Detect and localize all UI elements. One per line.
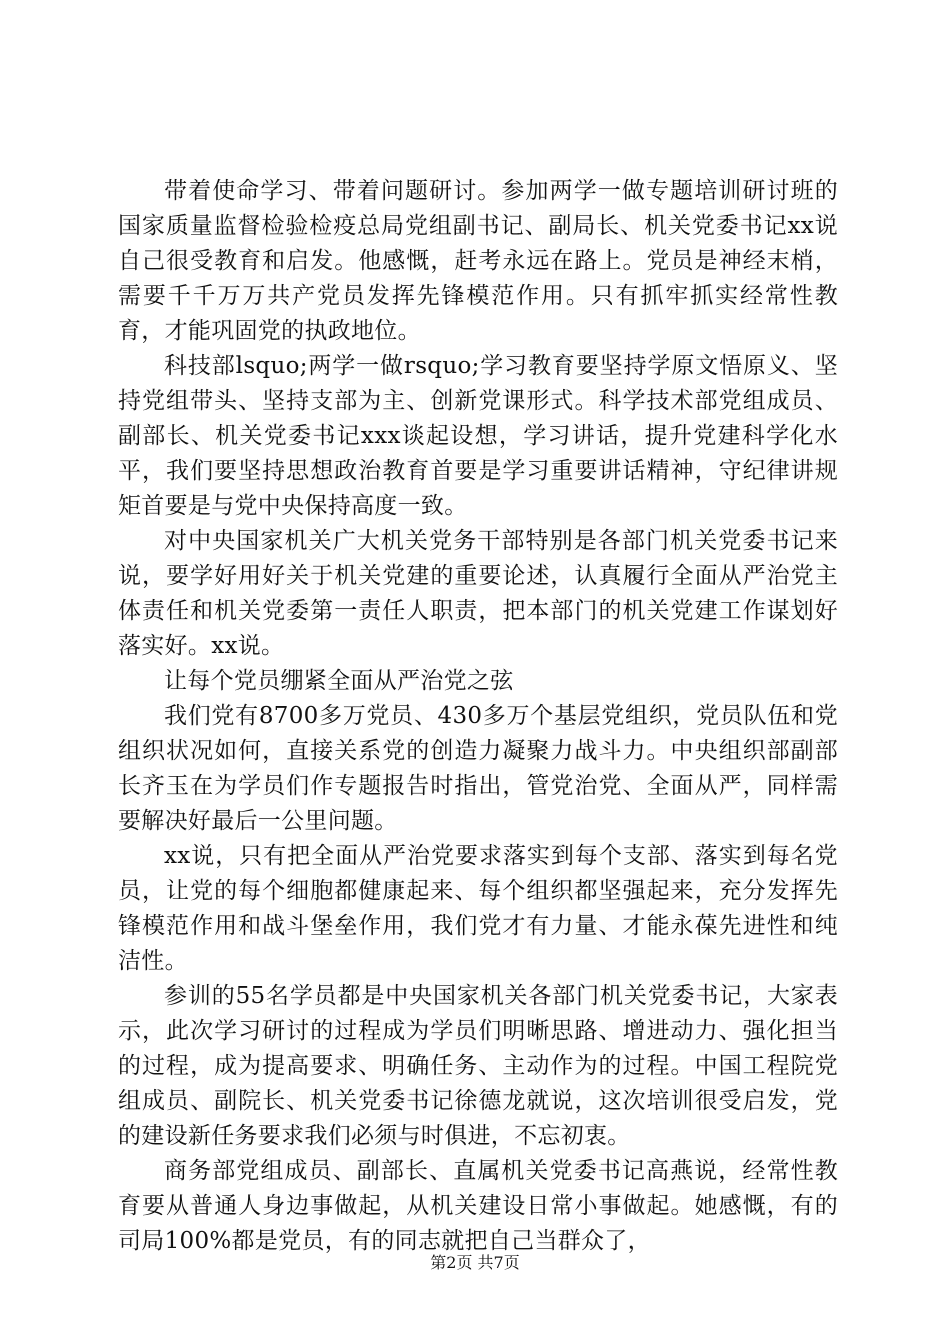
- section-heading: 让每个党员绷紧全面从严治党之弦: [164, 668, 514, 694]
- paragraph: 对中央国家机关广大机关党务干部特别是各部门机关党委书记来说，要学好用好关于机关党建的重要论述，认真履行全面从严治党主体责任和机关党委第一责任人职责，把本部门的机关党建工作谋划好落实好。xx说。: [118, 528, 838, 659]
- paragraph: xx说，只有把全面从严治党要求落实到每个支部、落实到每名党员，让党的每个细胞都健康起来、每个组织都坚强起来，充分发挥先锋模范作用和战斗堡垒作用，我们党才有力量、才能永葆先进性和纯洁性。: [118, 843, 838, 974]
- paragraph: 参训的55名学员都是中央国家机关各部门机关党委书记，大家表示，此次学习研讨的过程成为学员们明晰思路、增进动力、强化担当的过程，成为提高要求、明确任务、主动作为的过程。中国工程院党组成员、副院长、机关党委书记徐德龙就说，这次培训很受启发，党的建设新任务要求我们必须与时俱进，不忘初衷。: [118, 983, 838, 1149]
- paragraph: 带着使命学习、带着问题研讨。参加两学一做专题培训研讨班的国家质量监督检验检疫总局党组副书记、副局长、机关党委书记xx说自己很受教育和启发。他感慨，赶考永远在路上。党员是神经末梢，需要千千万万共产党员发挥先锋模范作用。只有抓牢抓实经常性教育，才能巩固党的执政地位。: [118, 178, 838, 344]
- document-body: [118, 174, 838, 1259]
- paragraph: 我们党有8700多万党员、430多万个基层党组织，党员队伍和党组织状况如何，直接关系党的创造力凝聚力战斗力。中央组织部副部长齐玉在为学员们作专题报告时指出，管党治党、全面从严，同样需要解决好最后一公里问题。: [118, 703, 838, 834]
- page-footer: 第2页 共7页: [430, 1253, 520, 1272]
- paragraph: 科技部lsquo;两学一做rsquo;学习教育要坚持学原文悟原义、坚持党组带头、坚持支部为主、创新党课形式。科学技术部党组成员、副部长、机关党委书记xxx谈起设想，学习讲话，提升党建科学化水平，我们要坚持思想政治教育首要是学习重要讲话精神，守纪律讲规矩首要是与党中央保持高度一致。: [118, 353, 838, 519]
- paragraph: 商务部党组成员、副部长、直属机关党委书记高燕说，经常性教育要从普通人身边事做起，从机关建设日常小事做起。她感慨，有的司局100%都是党员，有的同志就把自己当群众了，: [118, 1158, 838, 1254]
